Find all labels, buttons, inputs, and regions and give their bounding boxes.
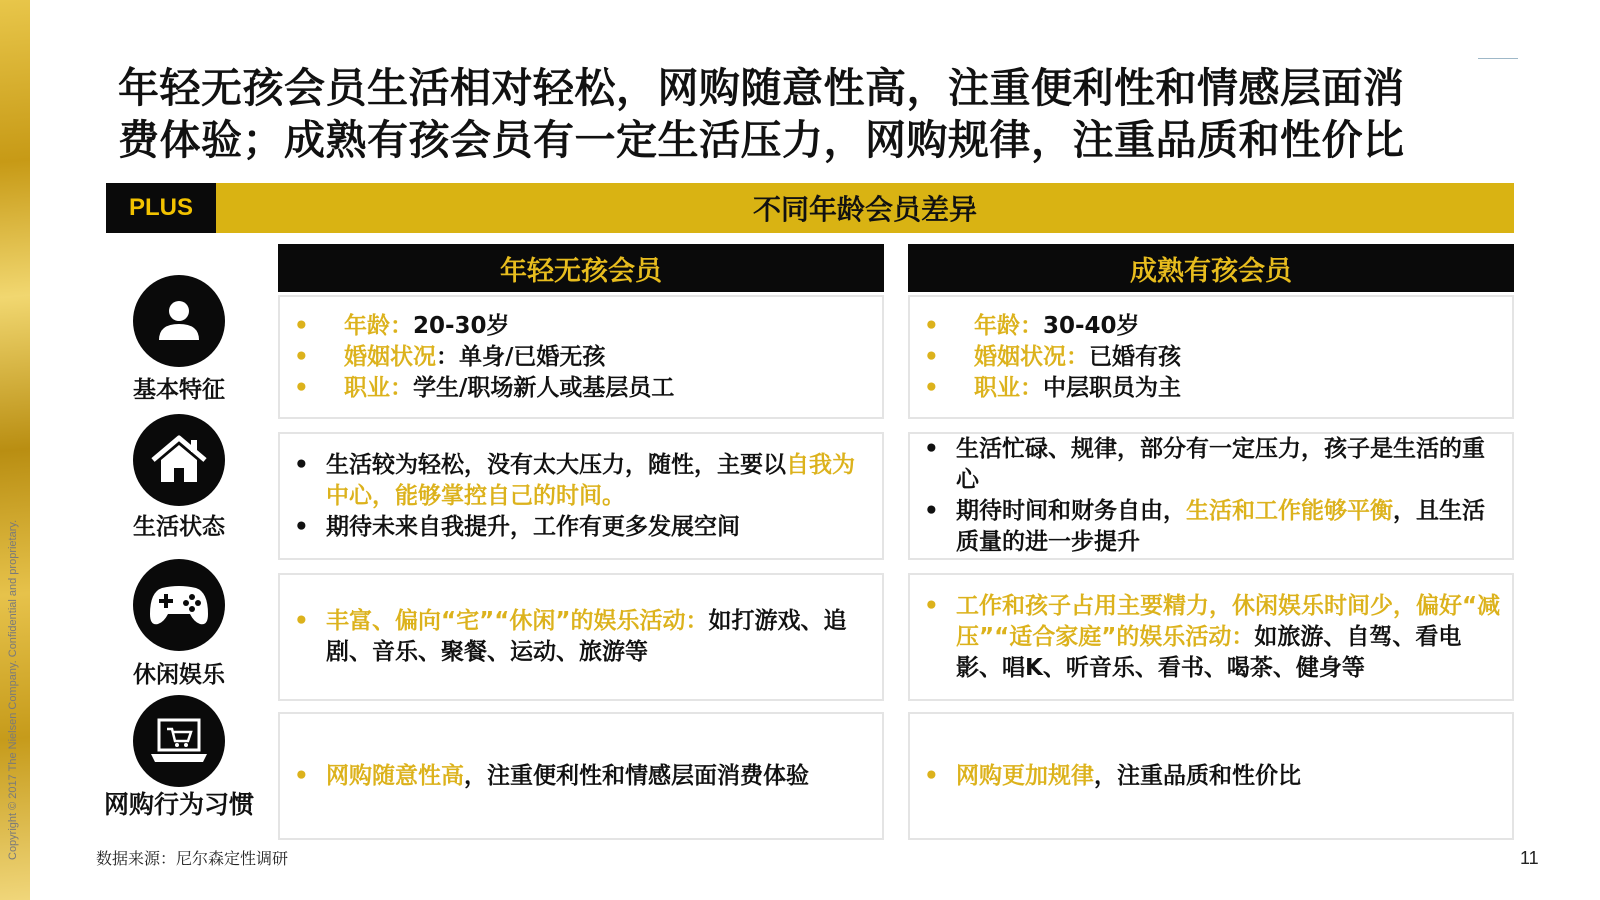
list-item: • 生活忙碌、规律，部分有一定压力，孩子是生活的重心	[924, 436, 1485, 493]
banner-title: 不同年龄会员差异	[216, 183, 1514, 233]
row-label-shopping: 网购行为习惯	[103, 790, 254, 819]
cell-life-young	[278, 432, 884, 560]
slide-title-line-1: 年轻无孩会员生活相对轻松，网购随意性高，注重便利性和情感层面消	[118, 64, 1405, 112]
person-icon	[133, 275, 225, 367]
list-item: • 年龄：30-40岁	[924, 312, 1140, 339]
list-item: • 工作和孩子占用主要精力，休闲娱乐时间少，偏好“减压”“适合家庭”的娱乐活动：如旅游、自驾、看电影、唱K、听音乐、看书、喝茶、健身等	[924, 592, 1501, 681]
field-label: 年龄：	[974, 312, 1043, 339]
list-item: • 年龄：20-30岁	[294, 312, 510, 339]
slide-title-line-2: 费体验；成熟有孩会员有一定生活压力，网购规律，注重品质和性价比	[118, 116, 1405, 164]
home-icon	[133, 414, 225, 506]
list-item: • 网购更加规律，注重品质和性价比	[924, 762, 1301, 789]
cell-life-mature	[908, 432, 1514, 560]
column-header-young: 年轻无孩会员	[278, 244, 884, 292]
page-number: 11	[1520, 848, 1539, 868]
highlight-text: 工作和孩子占用主要精力，休闲娱乐时间少，偏好“减压”“适合家庭”的娱乐活动：	[956, 592, 1501, 650]
slide-title	[118, 62, 1538, 166]
cell-leisure-young	[278, 573, 884, 701]
section-banner	[106, 183, 1514, 233]
cell-shopping-mature	[908, 712, 1514, 840]
row-label-basic: 基本特征	[133, 377, 225, 403]
field-value: 中层职员为主	[1043, 374, 1181, 401]
highlight-text: 自我为中心，能够掌控自己的时间。	[326, 451, 855, 509]
field-label: 婚姻状况：	[974, 343, 1089, 370]
row-label-leisure: 休闲娱乐	[133, 662, 225, 688]
list-item: • 婚姻状况：已婚有孩	[924, 343, 1181, 370]
field-value: 学生/职场新人或基层员工	[413, 374, 675, 401]
gamepad-icon	[133, 559, 225, 651]
cell-shopping-young	[278, 712, 884, 840]
list-item: • 生活较为轻松，没有太大压力，随性，主要以自我为中心，能够掌控自己的时间。	[294, 451, 855, 509]
field-value: 20-30岁	[413, 312, 510, 339]
cell-basic-young	[278, 295, 884, 419]
list-item: • 期待未来自我提升，工作有更多发展空间	[294, 513, 740, 540]
copyright-notice: Copyright © 2017 The Nielsen Company. Confidential and proprietary.	[7, 519, 19, 860]
field-value: 已婚有孩	[1089, 343, 1181, 370]
list-item: • 网购随意性高，注重便利性和情感层面消费体验	[294, 762, 809, 789]
field-label: 年龄：	[344, 312, 413, 339]
list-item: • 丰富、偏向“宅”“休闲”的娱乐活动：如打游戏、追剧、音乐、聚餐、运动、旅游等	[294, 608, 847, 665]
list-item: • 期待时间和财务自由，生活和工作能够平衡，且生活质量的进一步提升	[924, 498, 1485, 555]
row-label-life: 生活状态	[133, 514, 225, 540]
column-header-mature: 成熟有孩会员	[908, 244, 1514, 292]
field-label: 婚姻状况	[344, 343, 436, 370]
laptop-cart-icon	[133, 695, 225, 787]
cell-basic-mature	[908, 295, 1514, 419]
list-item: • 婚姻状况：单身/已婚无孩	[294, 343, 606, 370]
highlight-text: 网购随意性高	[326, 762, 464, 789]
field-value: ：单身/已婚无孩	[436, 343, 606, 370]
list-item: • 职业：学生/职场新人或基层员工	[294, 374, 675, 401]
highlight-text: 丰富、偏向“宅”“休闲”的娱乐活动：	[326, 608, 709, 634]
data-source-note: 数据来源：尼尔森定性调研	[96, 849, 289, 868]
field-label: 职业：	[344, 374, 413, 401]
highlight-text: 网购更加规律	[956, 762, 1094, 789]
list-item: • 职业：中层职员为主	[924, 374, 1181, 401]
decorative-line	[1478, 58, 1518, 59]
plus-tag: PLUS	[106, 183, 216, 233]
field-label: 职业：	[974, 374, 1043, 401]
highlight-text: 生活和工作能够平衡	[1186, 498, 1393, 524]
field-value: 30-40岁	[1043, 312, 1140, 339]
cell-leisure-mature	[908, 573, 1514, 701]
